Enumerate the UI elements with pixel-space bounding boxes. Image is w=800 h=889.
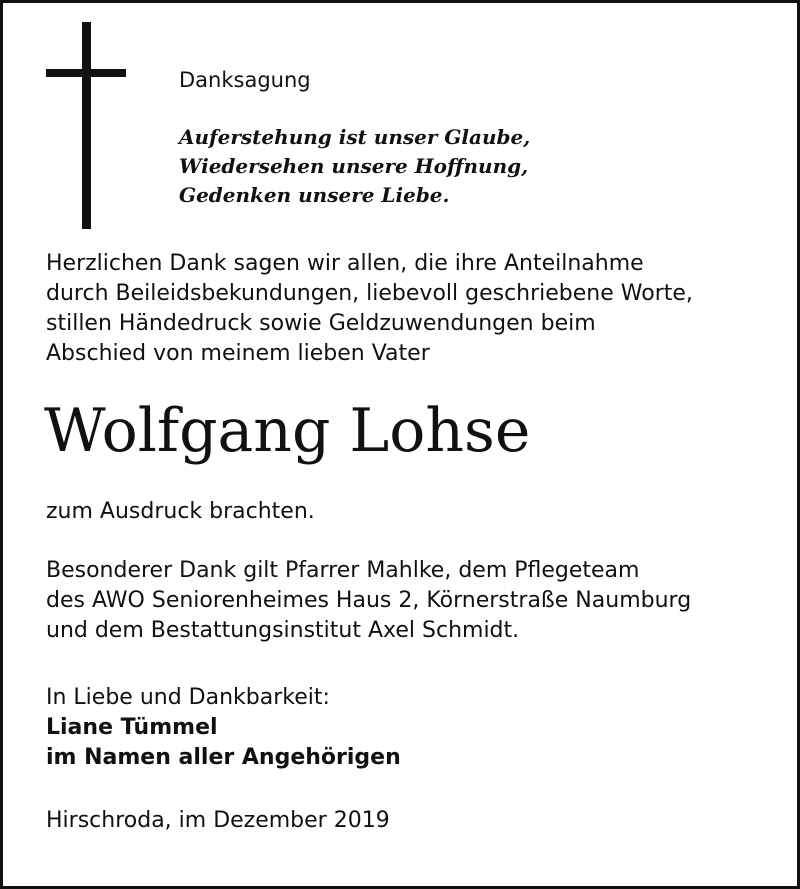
special-thanks-paragraph xyxy=(46,556,691,646)
thanks-line: Abschied von meinem lieben Vater xyxy=(46,341,430,366)
thanks-line: stillen Händedruck sowie Geldzuwendungen beim xyxy=(46,311,596,336)
signer-name: Liane Tümmel xyxy=(46,715,218,740)
quote-line: Wiedersehen unsere Hoffnung, xyxy=(179,154,529,178)
expression-line: zum Ausdruck brachten. xyxy=(46,499,315,524)
quote-line: Auferstehung ist unser Glaube, xyxy=(179,125,531,149)
closing-block xyxy=(46,683,401,773)
memorial-quote xyxy=(179,123,530,210)
thanks-line: durch Beileidsbekundungen, liebevoll geschriebene Worte, xyxy=(46,281,693,306)
closing-intro: In Liebe und Dankbarkeit: xyxy=(46,685,330,710)
thanks-paragraph xyxy=(46,249,693,369)
special-thanks-line: des AWO Seniorenheimes Haus 2, Körnerstraße Naumburg xyxy=(46,588,692,613)
notice-heading: Danksagung xyxy=(179,68,311,92)
cross-horizontal-bar xyxy=(46,69,126,77)
deceased-name: Wolfgang Lohse xyxy=(44,396,531,466)
place-date: Hirschroda, im Dezember 2019 xyxy=(46,808,390,833)
cross-vertical-bar xyxy=(82,22,91,229)
quote-line: Gedenken unsere Liebe. xyxy=(179,183,450,207)
on-behalf-line: im Namen aller Angehörigen xyxy=(46,745,401,770)
special-thanks-line: Besonderer Dank gilt Pfarrer Mahlke, dem Pflegeteam xyxy=(46,558,640,583)
thanks-line: Herzlichen Dank sagen wir allen, die ihre Anteilnahme xyxy=(46,251,644,276)
special-thanks-line: und dem Bestattungsinstitut Axel Schmidt. xyxy=(46,618,520,643)
